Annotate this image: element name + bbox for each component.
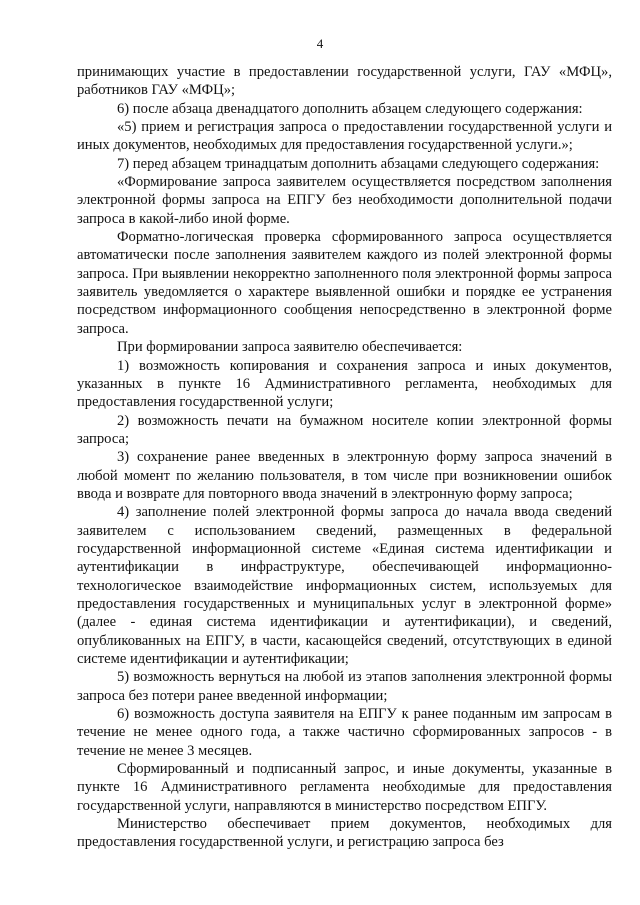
paragraph: принимающих участие в предоставлении государственной услуги, ГАУ «МФЦ», работников ГАУ «МФЦ»; — [77, 64, 612, 99]
paragraph: 5) возможность вернуться на любой из этапов заполнения электронной формы запроса без потери ранее введенной информации; — [77, 669, 612, 704]
paragraph: 6) после абзаца двенадцатого дополнить абзацем следующего содержания: — [117, 100, 583, 117]
paragraph: 2) возможность печати на бумажном носителе копии электронной формы запроса; — [77, 412, 612, 447]
document-body — [77, 63, 612, 852]
paragraph: 4) заполнение полей электронной формы запроса до начала ввода сведений заявителем с использованием сведений, размещенных в федеральной государственной информационной системе «Единая система идентификации и аутентификации в инфраструктуре, обеспечивающей информационно-технологическое взаимодействие информационных систем, используемых для предоставления государственных и муниципальных услуг в электронной форме» (далее - единая система идентификации и аутентификации), и сведений, опубликованных на ЕПГУ, в части, касающейся сведений, отсутствующих в единой системе идентификации и аутентификации; — [77, 504, 612, 667]
paragraph: Форматно-логическая проверка сформированного запроса осуществляется автоматически после заполнения заявителем каждого из полей электронной формы запроса. При выявлении некорректно заполненного поля электронной формы запроса заявитель уведомляется о характере выявленной ошибки и порядке ее устранения посредством информационного сообщения непосредственно в электронной форме запроса. — [77, 229, 612, 337]
paragraph: 6) возможность доступа заявителя на ЕПГУ к ранее поданным им запросам в течение не менее одного года, а также частично сформированных запросов - в течение не менее 3 месяцев. — [77, 706, 612, 759]
paragraph: При формировании запроса заявителю обеспечивается: — [117, 339, 463, 356]
paragraph: «5) прием и регистрация запроса о предоставлении государственной услуги и иных документов, необходимых для предоставления государственной услуги.»; — [77, 119, 612, 154]
paragraph: 7) перед абзацем тринадцатым дополнить абзацами следующего содержания: — [117, 155, 600, 172]
paragraph: Министерство обеспечивает прием документов, необходимых для предоставления государственной услуги, и регистрацию запроса без — [77, 816, 612, 851]
paragraph: 3) сохранение ранее введенных в электронную форму запроса значений в любой момент по желанию пользователя, в том числе при возникновении ошибок ввода и возврате для повторного ввода значений в электронную форму запроса; — [77, 449, 612, 502]
paragraph: Сформированный и подписанный запрос, и иные документы, указанные в пункте 16 Административного регламента необходимые для предоставления государственной услуги, направляются в министерство посредством ЕПГУ. — [77, 761, 612, 814]
paragraph: 1) возможность копирования и сохранения запроса и иных документов, указанных в пункте 16 Административного регламента, необходимых для предоставления государственной услуги; — [77, 357, 612, 411]
page-number: 4 — [316, 36, 324, 51]
paragraph: «Формирование запроса заявителем осуществляется посредством заполнения электронной формы запроса на ЕПГУ без необходимости дополнительной подачи запроса в какой-либо иной форме. — [77, 174, 612, 227]
